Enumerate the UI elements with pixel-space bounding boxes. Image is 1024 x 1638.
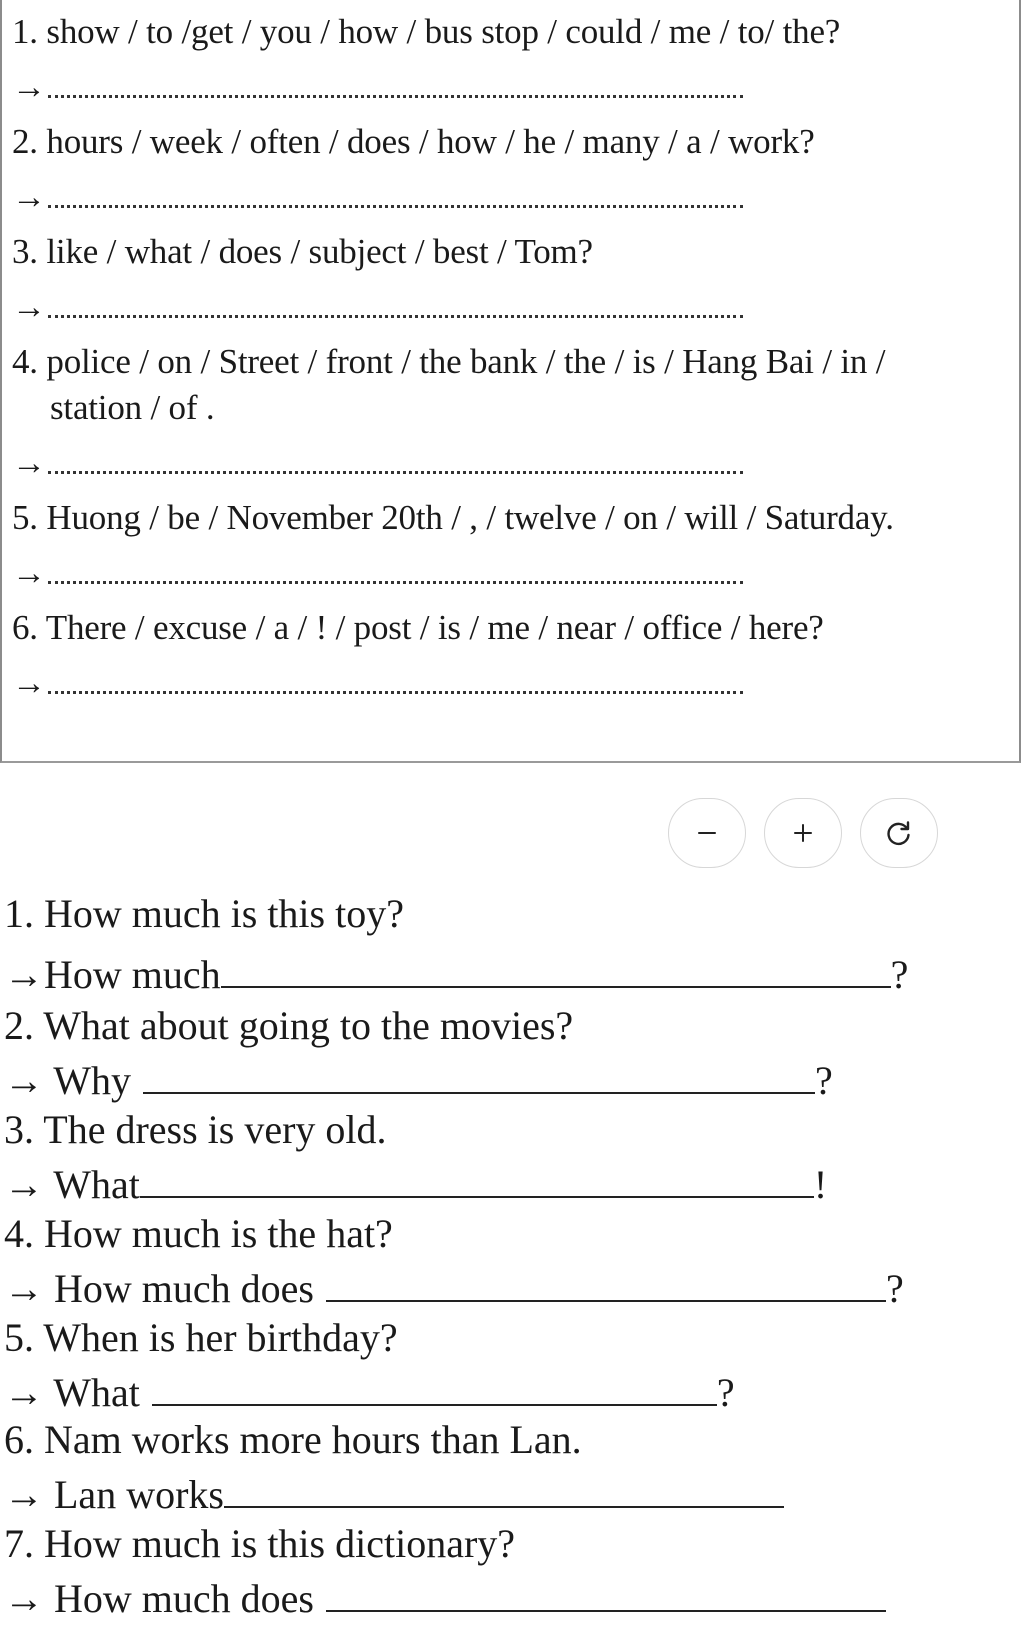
dotted-blank bbox=[48, 89, 743, 98]
answer-line-5 bbox=[12, 554, 743, 594]
exercise-1-panel bbox=[0, 0, 1021, 763]
exercise-2-question-6: 6. Nam works more hours than Lan. bbox=[4, 1417, 582, 1462]
answer-line-3 bbox=[12, 288, 743, 328]
exercise-1-item-1: 1. show / to /get / you / how / bus stop / could / me / to/ the? bbox=[12, 12, 841, 51]
dotted-blank bbox=[48, 199, 743, 208]
answer-line-2 bbox=[12, 178, 743, 218]
exercise-2-answer-4 bbox=[4, 1266, 904, 1311]
arrow-icon: → bbox=[12, 289, 46, 326]
zoom-controls bbox=[668, 798, 938, 868]
exercise-2-answer-7 bbox=[4, 1576, 886, 1621]
exercise-2-question-1: 1. How much is this toy? bbox=[4, 891, 404, 936]
dotted-blank bbox=[48, 575, 743, 584]
answer-prefix: →How much bbox=[4, 952, 221, 997]
answer-blank bbox=[326, 1266, 886, 1302]
answer-blank bbox=[221, 952, 891, 988]
answer-blank bbox=[140, 1162, 814, 1198]
answer-prefix: → How much does bbox=[4, 1266, 314, 1311]
answer-suffix: ! bbox=[813, 1162, 828, 1207]
dotted-blank bbox=[48, 465, 743, 474]
answer-blank bbox=[143, 1058, 815, 1094]
answer-suffix: ? bbox=[815, 1058, 833, 1103]
answer-blank bbox=[224, 1472, 784, 1508]
dotted-blank bbox=[48, 309, 743, 318]
answer-blank bbox=[152, 1370, 717, 1406]
exercise-1-item-4-continuation: station / of . bbox=[50, 388, 215, 427]
answer-prefix: → How much does bbox=[4, 1576, 314, 1621]
reset-zoom-button[interactable] bbox=[860, 798, 938, 868]
exercise-2-answer-3 bbox=[4, 1162, 827, 1207]
minus-icon bbox=[695, 821, 719, 845]
exercise-1-item-6: 6. There / excuse / a / ! / post / is / me / near / office / here? bbox=[12, 608, 824, 647]
exercise-2-answer-2 bbox=[4, 1058, 833, 1103]
answer-blank bbox=[326, 1576, 886, 1612]
arrow-icon: → bbox=[12, 69, 46, 106]
answer-suffix: ? bbox=[716, 1370, 735, 1415]
exercise-2-question-5: 5. When is her birthday? bbox=[4, 1315, 398, 1360]
exercise-2-question-3: 3. The dress is very old. bbox=[4, 1107, 387, 1152]
arrow-icon: → bbox=[12, 445, 46, 482]
refresh-icon bbox=[884, 818, 914, 848]
answer-suffix: ? bbox=[890, 952, 909, 997]
exercise-1-item-5: 5. Huong / be / November 20th / , / twelve / on / will / Saturday. bbox=[12, 498, 894, 537]
exercise-2-question-7: 7. How much is this dictionary? bbox=[4, 1521, 516, 1566]
exercise-2-question-2: 2. What about going to the movies? bbox=[4, 1003, 574, 1048]
zoom-in-button[interactable] bbox=[764, 798, 842, 868]
answer-line-6 bbox=[12, 664, 743, 704]
zoom-out-button[interactable] bbox=[668, 798, 746, 868]
answer-prefix: → Why bbox=[4, 1058, 132, 1103]
plus-icon bbox=[791, 821, 815, 845]
answer-prefix: → What bbox=[4, 1162, 140, 1207]
exercise-1-item-2: 2. hours / week / often / does / how / he / many / a / work? bbox=[12, 122, 815, 161]
answer-line-4 bbox=[12, 444, 743, 484]
answer-suffix: ? bbox=[885, 1266, 904, 1311]
dotted-blank bbox=[48, 685, 743, 694]
arrow-icon: → bbox=[12, 665, 46, 702]
answer-prefix: → What bbox=[4, 1370, 140, 1415]
exercise-1-item-3: 3. like / what / does / subject / best / Tom? bbox=[12, 232, 593, 271]
arrow-icon: → bbox=[12, 555, 46, 592]
exercise-2-answer-5 bbox=[4, 1370, 735, 1415]
exercise-2-question-4: 4. How much is the hat? bbox=[4, 1211, 393, 1256]
exercise-2-answer-6 bbox=[4, 1472, 784, 1517]
exercise-2-answer-1 bbox=[4, 952, 908, 997]
answer-prefix: → Lan works bbox=[4, 1472, 224, 1517]
arrow-icon: → bbox=[12, 179, 46, 216]
answer-line-1 bbox=[12, 68, 743, 108]
exercise-1-item-4: 4. police / on / Street / front / the bank / the / is / Hang Bai / in / bbox=[12, 342, 886, 381]
